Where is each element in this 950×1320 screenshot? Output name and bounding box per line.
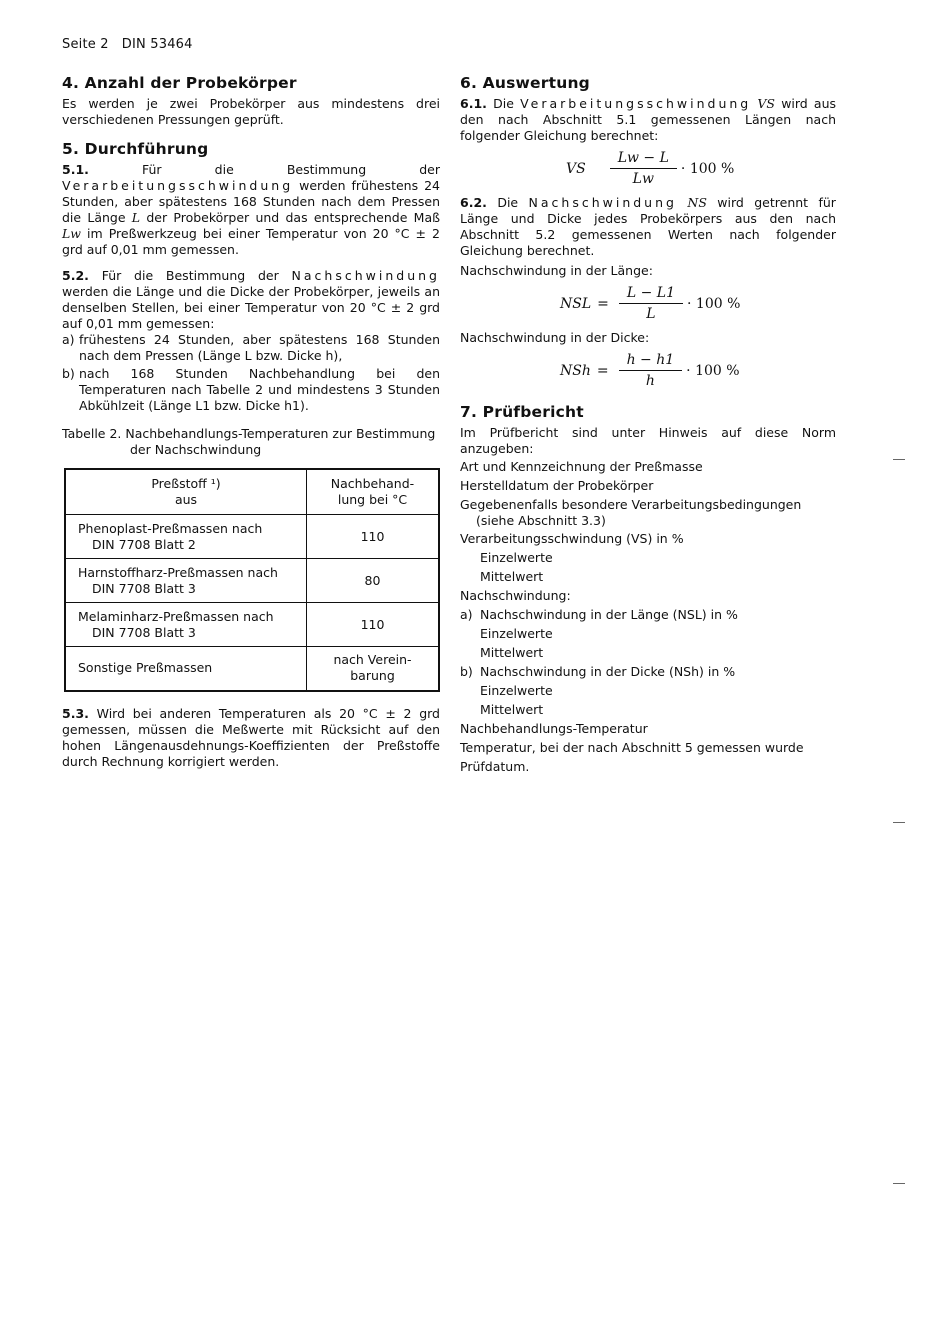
symbol: Lw — [62, 226, 82, 241]
equals-sign: = — [597, 295, 609, 312]
paragraph-6-2 — [460, 195, 836, 259]
report-subitem: Mittelwert — [480, 702, 544, 717]
paragraph-5-3 — [62, 706, 440, 770]
caption-line: der Nachschwindung — [130, 442, 262, 457]
formula-factor: · 100 % — [680, 160, 735, 177]
table-row — [65, 559, 439, 603]
page-header — [62, 37, 193, 52]
section-5-title: 5. Durchführung — [62, 140, 209, 158]
formula-lhs: VS — [566, 160, 586, 177]
table-row — [65, 647, 439, 691]
formula-lhs: NSL — [560, 295, 592, 312]
section-7-title: 7. Prüfbericht — [460, 403, 584, 421]
right-column — [460, 74, 836, 776]
text: wird aus den nach Abschnitt 5.1 gemessenen Längen nach folgender Gleichung berechnet: — [460, 96, 837, 143]
material-cell — [65, 515, 307, 559]
section-5 — [62, 140, 440, 770]
page-number: Seite 2 — [62, 37, 109, 52]
list-text: frühestens 24 Stunden, aber spätestens 168 Stunden nach dem Pressen (Länge L bzw. Dicke h), — [79, 332, 440, 363]
report-item: (siehe Abschnitt 3.3) — [476, 513, 606, 528]
formula-vs — [460, 150, 836, 187]
header-cell — [307, 469, 440, 515]
text: werden frühestens 24 Stunden, aber spätestens 168 Stunden nach dem Pressen die Länge — [62, 178, 440, 225]
section-4 — [62, 74, 440, 128]
paragraph-5-1 — [62, 162, 440, 258]
left-column — [62, 74, 440, 770]
text: Die — [497, 195, 519, 210]
list-text: Nachschwindung in der Länge (NSL) in % — [480, 607, 738, 622]
cell-text: DIN 7708 Blatt 3 — [92, 580, 196, 596]
report-item: Temperatur, bei der nach Abschnitt 5 gemessen wurde — [460, 740, 804, 755]
fraction — [619, 285, 683, 322]
report-subitem: Einzelwerte — [480, 550, 553, 565]
cell-text: barung — [350, 668, 395, 684]
thickness-label: Nachschwindung in der Dicke: — [460, 330, 650, 345]
report-subitem: Einzelwerte — [480, 683, 553, 698]
report-intro: Im Prüfbericht sind unter Hinweis auf diese Norm anzugeben: — [460, 425, 836, 456]
text: der Probekörper und das entsprechende Maß — [146, 210, 440, 225]
text: Für die Bestimmung der — [142, 162, 440, 177]
cell-text: Harnstoffharz-Preßmassen nach — [78, 564, 278, 580]
temperature-cell — [307, 647, 440, 691]
report-item-a — [460, 605, 836, 624]
cell-text: DIN 7708 Blatt 2 — [92, 536, 196, 552]
paragraph-6-2-number: 6.2. — [460, 195, 487, 210]
text: Die — [493, 96, 514, 111]
symbol: VS — [757, 96, 775, 111]
fraction — [619, 352, 683, 389]
report-item: Art und Kennzeichnung der Preßmasse — [460, 459, 703, 474]
term-nachschwindung: Nachschwindung — [528, 195, 677, 210]
material-cell — [65, 559, 307, 603]
temperature-cell: 110 — [307, 603, 440, 647]
paragraph-6-1 — [460, 96, 836, 144]
denominator: L — [646, 306, 656, 322]
formula-nsl — [460, 285, 836, 322]
cell-text: Phenoplast-Preßmassen nach — [78, 520, 263, 536]
formula-factor: · 100 % — [686, 362, 740, 379]
material-cell: Sonstige Preßmassen — [65, 647, 307, 691]
text: Für die Bestimmung der — [101, 268, 279, 283]
report-item: Nachbehandlungs-Temperatur — [460, 721, 648, 736]
symbol: L — [131, 210, 141, 225]
section-6-title: 6. Auswertung — [460, 74, 590, 92]
table-header-row — [65, 469, 439, 515]
report-item: Verarbeitungsschwindung (VS) in % — [460, 531, 684, 546]
table-caption — [62, 426, 440, 458]
list-label: b) — [460, 664, 473, 679]
margin-mark — [893, 1183, 905, 1184]
numerator: h − h1 — [619, 352, 683, 371]
header-text: lung bei °C — [337, 492, 408, 507]
report-item: Gegebenenfalls besondere Verarbeitungsbedingungen — [460, 497, 802, 512]
paragraph-5-2-number: 5.2. — [62, 268, 89, 283]
list-text: Nachschwindung in der Dicke (NSh) in % — [480, 664, 736, 679]
norm-id: DIN 53464 — [121, 37, 193, 52]
equals-sign: = — [596, 362, 609, 379]
text: im Preßwerkzeug bei einer Temperatur von 20 °C ± 2 grd auf 0,01 mm gemessen. — [62, 226, 440, 257]
formula-factor: · 100 % — [687, 295, 741, 312]
list-item — [62, 332, 440, 364]
text: Wird bei anderen Temperaturen als 20 °C ± 2 grd gemessen, müssen die Meßwerte mit Rücksicht auf den hohen Längenausdehnungs-Koeffizienten der Preßstoffe durch Rechnung korrigiert werden. — [62, 705, 440, 769]
symbol: NS — [687, 195, 707, 210]
list-text: nach 168 Stunden Nachbehandlung bei den Temperaturen nach Tabelle 2 und mindestens 3 Stunden Abkühlzeit (Länge L1 bzw. Dicke h1). — [79, 366, 440, 413]
section-6 — [460, 74, 836, 389]
paragraph-5-1-number: 5.1. — [62, 162, 89, 177]
caption-line: Tabelle 2. Nachbehandlungs-Temperaturen zur Bestimmung — [62, 426, 436, 441]
header-cell — [65, 469, 307, 515]
denominator: Lw — [632, 171, 654, 187]
header-text: aus — [174, 492, 198, 507]
length-label: Nachschwindung in der Länge: — [460, 263, 653, 278]
list-label: a) — [460, 607, 473, 622]
report-item: Herstelldatum der Probekörper — [460, 478, 654, 493]
numerator: L − L1 — [619, 285, 683, 304]
header-text: Nachbehand- — [330, 476, 415, 491]
report-subitem: Einzelwerte — [480, 626, 553, 641]
list-label: a) — [62, 332, 75, 347]
table-row — [65, 515, 439, 559]
report-subitem: Mittelwert — [480, 645, 544, 660]
denominator: h — [645, 373, 655, 389]
margin-mark — [893, 822, 905, 823]
section-7 — [460, 403, 836, 776]
report-subitem: Mittelwert — [480, 569, 544, 584]
section-4-title: 4. Anzahl der Probekörper — [62, 74, 297, 92]
header-text: Preßstoff ¹) — [151, 476, 221, 491]
paragraph-5-2 — [62, 268, 440, 332]
report-item-b — [460, 662, 836, 681]
formula-nsh — [460, 352, 836, 389]
text: werden die Länge und die Dicke der Probekörper, jeweils an denselben Stellen, bei einer Temperatur von 20 °C ± 2 grd auf 0,01 mm gemessen: — [62, 284, 440, 331]
term-verarbeitungsschwindung: Verarbeitungsschwindung — [520, 96, 752, 111]
report-item: Nachschwindung: — [460, 588, 571, 603]
temperature-cell: 80 — [307, 559, 440, 603]
paragraph-6-1-number: 6.1. — [460, 96, 487, 111]
fraction — [610, 150, 677, 187]
term-verarbeitungsschwindung: Verarbeitungsschwindung — [62, 178, 294, 193]
formula-lhs: NSh — [560, 362, 591, 379]
text: wird getrennt für Länge und Dicke jedes Probekörpers aus den nach Abschnitt 5.2 gemessenen Werten nach folgender Gleichung berechnet. — [460, 195, 836, 258]
report-item: Prüfdatum. — [460, 759, 530, 774]
numerator: Lw − L — [610, 150, 677, 169]
material-cell — [65, 603, 307, 647]
table-row — [65, 603, 439, 647]
paragraph-5-3-number: 5.3. — [62, 705, 89, 721]
list-label: b) — [62, 366, 75, 381]
temperature-table — [64, 468, 440, 692]
section-4-text: Es werden je zwei Probekörper aus mindestens drei verschiedenen Pressungen geprüft. — [62, 96, 440, 127]
cell-text: DIN 7708 Blatt 3 — [92, 624, 196, 640]
list-item — [62, 366, 440, 414]
cell-text: nach Verein- — [333, 652, 412, 668]
temperature-cell: 110 — [307, 515, 440, 559]
term-nachschwindung: Nachschwindung — [291, 268, 440, 283]
margin-mark — [893, 459, 905, 460]
cell-text: Melaminharz-Preßmassen nach — [78, 608, 274, 624]
